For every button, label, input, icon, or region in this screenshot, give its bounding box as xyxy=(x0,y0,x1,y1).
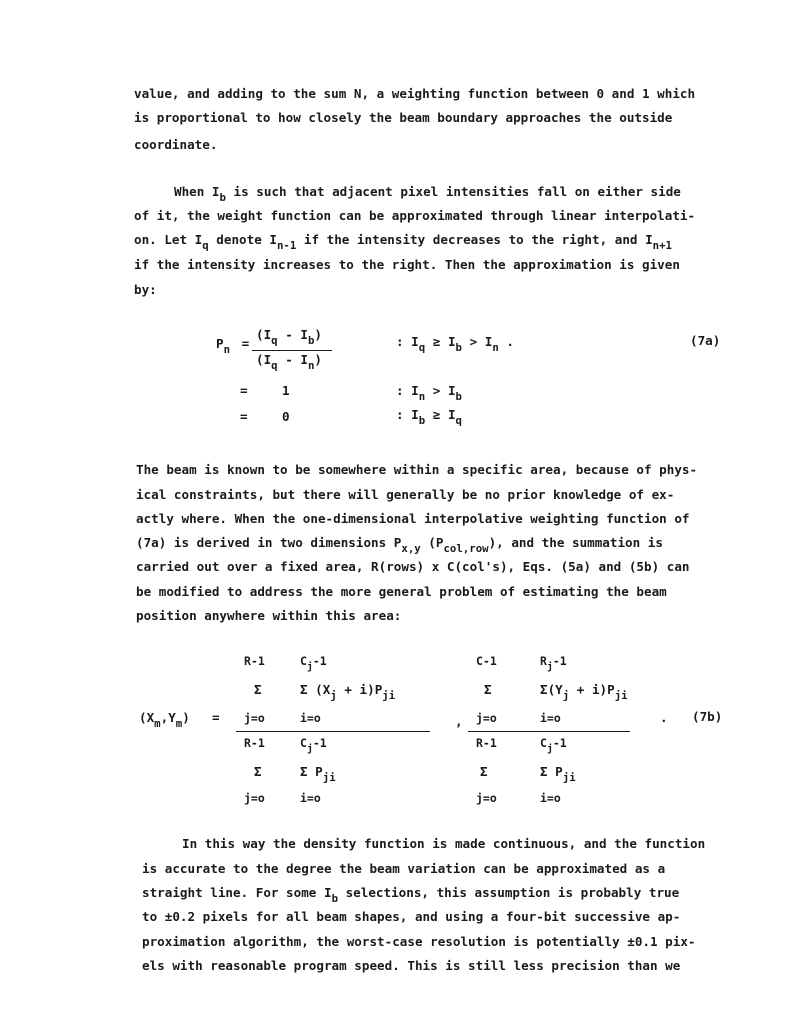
comma: , xyxy=(455,714,463,729)
text-run: if the intensity decreases to the right, and I xyxy=(296,232,653,247)
subscript: n xyxy=(492,340,499,354)
text-run: C xyxy=(540,736,547,750)
subscript: ji xyxy=(562,770,576,784)
subscript: n xyxy=(223,342,231,356)
text-line: if the intensity increases to the right. Then the approximation is given xyxy=(134,257,680,272)
subscript: ji xyxy=(382,688,396,702)
subscript: q xyxy=(455,413,462,427)
condition-1 xyxy=(396,334,514,354)
sum-lower-limit: i=o xyxy=(300,791,321,805)
text-run: is such that adjacent pixel intensities fall on either side xyxy=(225,184,681,199)
text-run: -1 xyxy=(312,736,327,750)
text-run: > I xyxy=(425,383,456,398)
text-line: ical constraints, but there will generally be no prior knowledge of ex- xyxy=(136,487,675,502)
equals-sign: = xyxy=(240,383,248,398)
text-run: : I xyxy=(396,407,419,422)
subscript: n+1 xyxy=(652,238,672,252)
value: 0 xyxy=(282,409,290,424)
subscript: q xyxy=(271,358,278,372)
eq-lhs xyxy=(139,710,190,730)
text-run: : I xyxy=(396,334,419,349)
text-run: C xyxy=(300,736,307,750)
subscript: m xyxy=(154,716,161,730)
sum-upper-limit xyxy=(540,654,567,672)
condition-2 xyxy=(396,383,462,403)
subscript: b xyxy=(418,413,426,427)
text-run: (X xyxy=(139,710,155,725)
subscript: n xyxy=(307,358,315,372)
text-run: (Y xyxy=(547,682,563,697)
text-line: els with reasonable program speed. This is still less precision than we xyxy=(142,958,681,973)
subscript: j xyxy=(546,661,553,673)
text-run: C xyxy=(300,654,307,668)
text-line: The beam is known to be somewhere within a specific area, because of phys- xyxy=(136,462,698,477)
text-line: is proportional to how closely the beam boundary approaches the outside xyxy=(134,110,673,125)
sigma-symbol: Σ xyxy=(300,682,308,697)
subscript: m xyxy=(175,716,183,730)
subscript: q xyxy=(202,238,209,252)
sum-term xyxy=(300,764,336,784)
sigma-symbol: Σ xyxy=(540,682,548,697)
sum-upper-limit xyxy=(300,654,327,672)
text-line: by: xyxy=(134,282,157,297)
text-run: + i)P xyxy=(336,682,383,697)
sum-lower-limit: i=o xyxy=(300,711,321,725)
subscript: b xyxy=(455,389,462,403)
sum-upper-limit: R-1 xyxy=(244,736,265,750)
subscript: q xyxy=(271,333,278,347)
text-line xyxy=(142,885,679,905)
equals-sign: = xyxy=(240,409,248,424)
equation-label-7b: (7b) xyxy=(692,709,723,724)
sigma-symbol: Σ xyxy=(300,764,308,779)
text-run: P xyxy=(307,764,323,779)
text-run: ,Y xyxy=(160,710,176,725)
sum-lower-limit: j=o xyxy=(244,711,265,725)
sum-upper-limit: R-1 xyxy=(476,736,497,750)
sum-term xyxy=(540,764,576,784)
equals-sign: = xyxy=(241,336,250,351)
equation-label-7a: (7a) xyxy=(690,333,721,348)
eq-lhs xyxy=(216,336,249,356)
subscript: b xyxy=(219,190,226,204)
fraction-bar xyxy=(468,731,630,732)
sigma-symbol: Σ xyxy=(540,764,548,779)
text-line: value, and adding to the sum N, a weighting function between 0 and 1 which xyxy=(134,86,696,101)
text-run: ), and the summation is xyxy=(488,535,663,550)
text-run: + i)P xyxy=(569,682,615,697)
text-run: -1 xyxy=(312,654,327,668)
fraction-numerator xyxy=(256,327,322,347)
subscript: n-1 xyxy=(276,238,297,252)
text-line xyxy=(174,184,681,204)
sigma-symbol: Σ xyxy=(484,682,492,697)
text-run: ≥ I xyxy=(425,407,456,422)
text-line: to ±0.2 pixels for all beam shapes, and using a four-bit successive ap- xyxy=(142,909,681,924)
sum-lower-limit: j=o xyxy=(476,791,497,805)
text-line: carried out over a fixed area, R(rows) x C(col's), Eqs. (5a) and (5b) can xyxy=(136,559,690,574)
text-line: be modified to address the more general problem of estimating the beam xyxy=(136,584,667,599)
text-run: When I xyxy=(174,184,220,199)
text-run: -1 xyxy=(552,736,567,750)
sum-lower-limit: j=o xyxy=(244,791,265,805)
subscript: col,row xyxy=(443,541,489,555)
subscript: ji xyxy=(322,770,336,784)
text-run: on. Let I xyxy=(134,232,203,247)
text-run: P xyxy=(547,764,563,779)
text-run: ≥ I xyxy=(425,334,456,349)
condition-3 xyxy=(396,407,462,427)
sum-upper-limit: C-1 xyxy=(476,654,497,668)
subscript: b xyxy=(331,891,339,905)
period: . xyxy=(660,710,668,725)
text-run: : I xyxy=(396,383,419,398)
subscript: j xyxy=(306,743,313,755)
sum-lower-limit: i=o xyxy=(540,791,561,805)
text-run: P xyxy=(216,336,224,351)
text-run: straight line. For some I xyxy=(142,885,332,900)
sum-term xyxy=(300,682,395,702)
subscript: x,y xyxy=(401,541,421,555)
sum-upper-limit: R-1 xyxy=(244,654,265,668)
text-run: selections, this assumption is probably true xyxy=(338,885,680,900)
text-line xyxy=(134,232,672,252)
sigma-symbol: Σ xyxy=(254,764,262,779)
text-run: > I xyxy=(462,334,493,349)
sigma-symbol: Σ xyxy=(254,682,262,697)
text-line: proximation algorithm, the worst-case resolution is potentially ±0.1 pix- xyxy=(142,934,696,949)
subscript: ji xyxy=(614,688,628,702)
text-line: of it, the weight function can be approximated through linear interpolati- xyxy=(134,208,696,223)
subscript: n xyxy=(418,389,426,403)
text-run: - I xyxy=(277,327,308,342)
text-run: (I xyxy=(256,352,272,367)
sum-upper-limit xyxy=(300,736,327,754)
text-run: ) xyxy=(182,710,190,725)
text-run: R xyxy=(540,654,547,668)
text-line xyxy=(136,535,663,555)
text-line: position anywhere within this area: xyxy=(136,608,402,623)
text-run: -1 xyxy=(552,654,567,668)
text-run: denote I xyxy=(208,232,277,247)
text-run: (X xyxy=(307,682,331,697)
subscript: b xyxy=(455,340,462,354)
text-line: In this way the density function is made continuous, and the function xyxy=(182,836,706,851)
text-line: coordinate. xyxy=(134,137,218,152)
text-run: ) xyxy=(314,327,323,342)
text-run: . xyxy=(498,334,514,349)
sigma-symbol: Σ xyxy=(480,764,488,779)
subscript: j xyxy=(330,688,337,702)
sum-lower-limit: j=o xyxy=(476,711,497,725)
subscript: j xyxy=(546,743,553,755)
sum-upper-limit xyxy=(540,736,567,754)
fraction-denominator xyxy=(256,352,322,372)
subscript: b xyxy=(307,333,315,347)
value: 1 xyxy=(282,383,290,398)
subscript: j xyxy=(562,688,570,702)
text-run: (7a) is derived in two dimensions P xyxy=(136,535,402,550)
sum-term xyxy=(540,682,628,702)
text-run: ) xyxy=(314,352,323,367)
fraction-bar xyxy=(252,350,332,351)
equals-sign: = xyxy=(212,710,220,725)
text-run: - I xyxy=(277,352,308,367)
text-line: is accurate to the degree the beam variation can be approximated as a xyxy=(142,861,666,876)
text-run: (I xyxy=(256,327,272,342)
subscript: q xyxy=(418,340,426,354)
text-run: (P xyxy=(420,535,444,550)
text-line: actly where. When the one-dimensional interpolative weighting function of xyxy=(136,511,690,526)
sum-lower-limit: i=o xyxy=(540,711,561,725)
fraction-bar xyxy=(236,731,430,732)
subscript: j xyxy=(306,661,313,673)
